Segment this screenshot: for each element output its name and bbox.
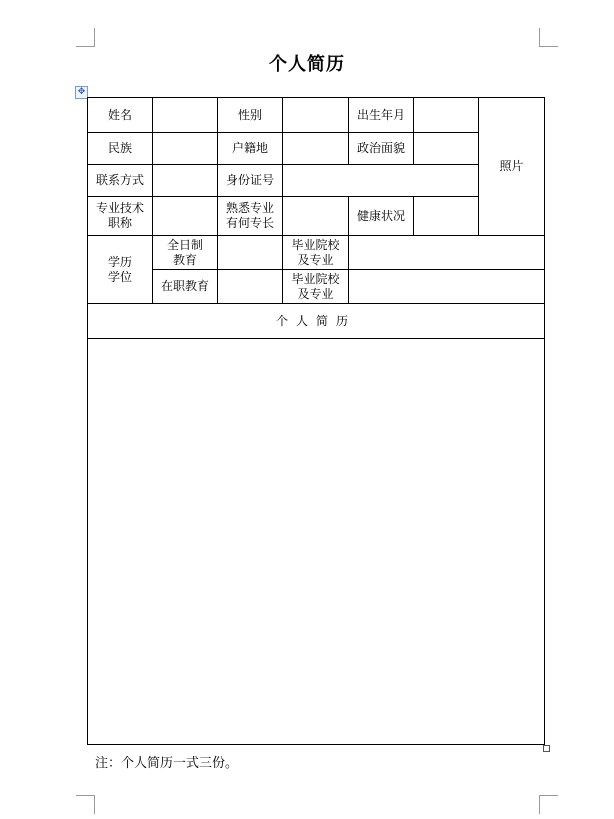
political-status-label: 政治面貌 bbox=[349, 133, 414, 165]
photo-cell[interactable]: 照片 bbox=[479, 98, 545, 236]
household-label: 户籍地 bbox=[218, 133, 283, 165]
political-status-value-cell[interactable] bbox=[414, 133, 479, 165]
crop-mark-top-left bbox=[76, 28, 95, 47]
specialty-value-cell[interactable] bbox=[283, 197, 349, 236]
gender-label: 性别 bbox=[218, 98, 283, 133]
resume-section-header: 个人简历 bbox=[88, 304, 545, 339]
id-number-label: 身份证号 bbox=[218, 165, 283, 197]
inservice-school-value-cell[interactable] bbox=[349, 270, 545, 304]
contact-value-cell[interactable] bbox=[153, 165, 218, 197]
name-label: 姓名 bbox=[88, 98, 153, 133]
footnote: 注：个人简历一式三份。 bbox=[95, 756, 239, 771]
gender-value-cell[interactable] bbox=[283, 98, 349, 133]
id-number-value-cell[interactable] bbox=[283, 165, 479, 197]
fulltime-school-label: 毕业院校 及专业 bbox=[283, 236, 349, 270]
resume-content-cell[interactable] bbox=[88, 339, 545, 745]
inservice-school-label: 毕业院校 及专业 bbox=[283, 270, 349, 304]
resume-table bbox=[87, 97, 545, 745]
document-title: 个人简历 bbox=[269, 54, 345, 75]
household-value-cell[interactable] bbox=[283, 133, 349, 165]
specialty-label: 熟悉专业 有何专长 bbox=[218, 197, 283, 236]
inservice-degree-cell[interactable] bbox=[218, 270, 283, 304]
crop-mark-bottom-right bbox=[539, 795, 558, 814]
crop-mark-top-right bbox=[539, 28, 558, 47]
birth-label: 出生年月 bbox=[349, 98, 414, 133]
table-move-handle-icon[interactable]: ✥ bbox=[75, 86, 88, 99]
name-value-cell[interactable] bbox=[153, 98, 218, 133]
health-label: 健康状况 bbox=[349, 197, 414, 236]
health-value-cell[interactable] bbox=[414, 197, 479, 236]
inservice-education-label: 在职教育 bbox=[153, 270, 218, 304]
tech-title-value-cell[interactable] bbox=[153, 197, 218, 236]
crop-mark-bottom-left bbox=[76, 795, 95, 814]
birth-value-cell[interactable] bbox=[414, 98, 479, 133]
education-label: 学历 学位 bbox=[88, 236, 153, 304]
contact-label: 联系方式 bbox=[88, 165, 153, 197]
fulltime-degree-cell[interactable] bbox=[218, 236, 283, 270]
ethnicity-label: 民族 bbox=[88, 133, 153, 165]
ethnicity-value-cell[interactable] bbox=[153, 133, 218, 165]
table-resize-handle[interactable] bbox=[543, 745, 550, 752]
fulltime-school-value-cell[interactable] bbox=[349, 236, 545, 270]
fulltime-education-label: 全日制 教育 bbox=[153, 236, 218, 270]
tech-title-label: 专业技术 职称 bbox=[88, 197, 153, 236]
